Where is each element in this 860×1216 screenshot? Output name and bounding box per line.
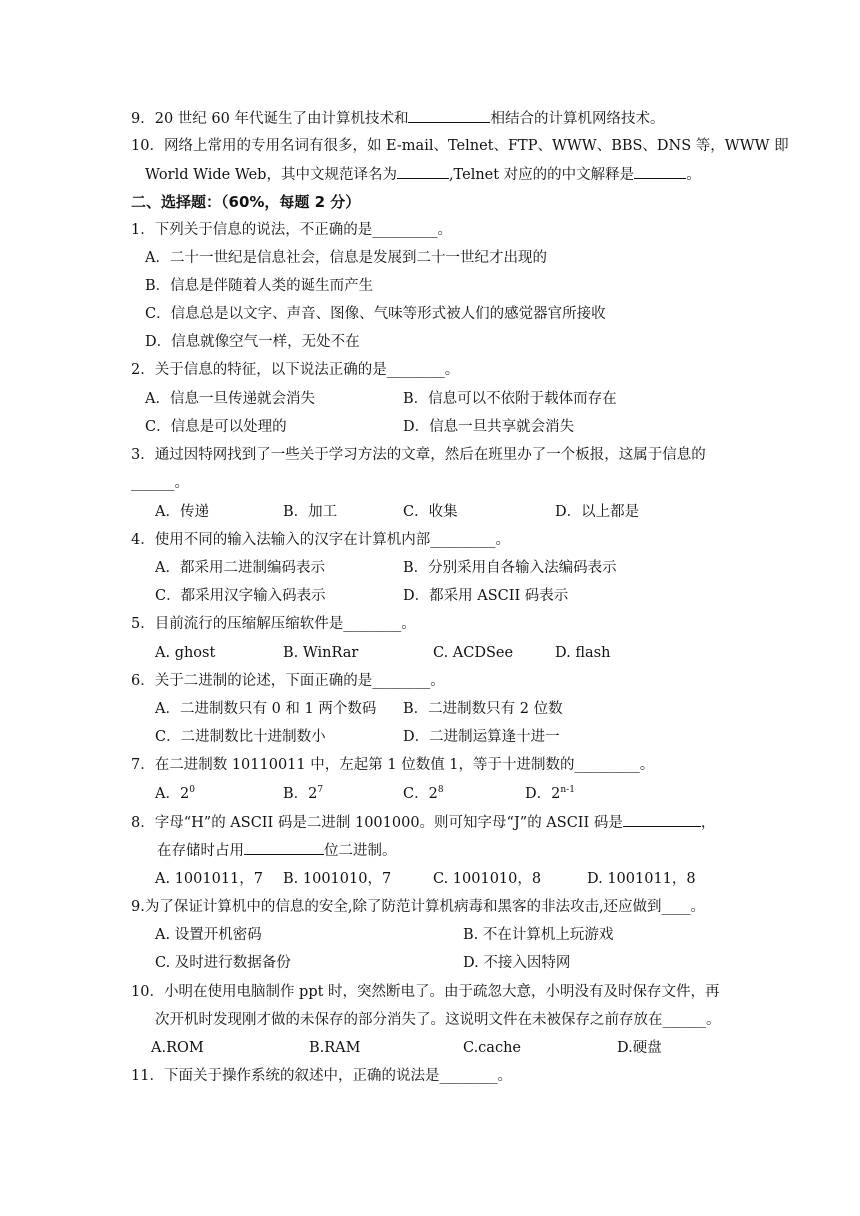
- question-10-option-b: B.RAM: [309, 1040, 361, 1056]
- question-2-stem: 2．关于信息的特征，以下说法正确的是________。: [131, 362, 460, 378]
- answer-blank: [244, 840, 324, 855]
- option-exponent: 8: [437, 785, 444, 795]
- answer-blank: [634, 164, 686, 179]
- question-10-stem: 10．小明在使用电脑制作 ppt 时，突然断电了。由于疏忽大意，小明没有及时保存文件，再: [131, 984, 720, 1000]
- question-3-option-b: B．加工: [283, 504, 338, 520]
- question-8-stem-text-a: 8．字母“H”的 ASCII 码是二进制 1001000。则可知字母“J”的 ASCII 码是: [131, 815, 623, 831]
- question-10-option-d: D.硬盘: [617, 1040, 662, 1056]
- question-8-stem: [131, 812, 715, 833]
- question-10-stem-line2: 次开机时发现刚才做的未保存的部分消失了。这说明文件在未被保存之前存放在______。: [155, 1012, 721, 1028]
- question-2-option-b: B．信息可以不依附于载体而存在: [403, 391, 617, 407]
- question-1-stem: 1．下列关于信息的说法，不正确的是_________。: [131, 222, 452, 238]
- fill-question-9: [131, 108, 664, 129]
- question-1-option-d: D．信息就像空气一样，无处不在: [145, 334, 360, 350]
- fill-question-10-line2: [145, 164, 701, 185]
- question-3-stem-line2: ______。: [131, 475, 189, 491]
- question-6-option-a: A．二进制数只有 0 和 1 两个数码: [155, 701, 377, 717]
- question-2-option-c: C．信息是可以处理的: [145, 419, 287, 435]
- option-exponent: n-1: [560, 785, 575, 795]
- question-9-stem: 9.为了保证计算机中的信息的安全,除了防范计算机病毒和黑客的非法攻击,还应做到____。: [131, 899, 706, 915]
- question-8-option-a: A. 1001011，7: [155, 871, 263, 887]
- question-9-option-d: D. 不接入因特网: [463, 955, 571, 971]
- question-7-option-c: [403, 784, 444, 804]
- question-1-option-c: C．信息总是以文字、声音、图像、气味等形式被人们的感觉器官所接收: [145, 306, 606, 322]
- question-7-option-d: [525, 784, 575, 804]
- question-4-option-c: C．都采用汉字输入码表示: [155, 588, 326, 604]
- question-5-option-b: B. WinRar: [283, 645, 359, 661]
- question-8-stem-line2: [157, 840, 397, 861]
- question-8-option-c: C. 1001010，8: [433, 871, 542, 887]
- option-base: C．2: [403, 786, 438, 802]
- question-10-option-a: A.ROM: [151, 1040, 204, 1056]
- answer-blank: [397, 164, 449, 179]
- question-10-option-c: C.cache: [463, 1040, 521, 1056]
- question-9-option-b: B. 不在计算机上玩游戏: [463, 927, 614, 943]
- question-8-stem2-text-b: 位二进制。: [324, 843, 397, 859]
- question-9-option-c: C. 及时进行数据备份: [155, 955, 291, 971]
- question-6-option-b: B．二进制数只有 2 位数: [403, 701, 563, 717]
- question-7-option-b: [283, 784, 323, 804]
- option-exponent: 0: [189, 785, 195, 795]
- question-7-option-a: [155, 784, 195, 804]
- question-11-stem: 11．下面关于操作系统的叙述中，正确的说法是________。: [131, 1068, 512, 1084]
- question-8-option-d: D. 1001011，8: [587, 871, 696, 887]
- question-8-option-b: B. 1001010，7: [283, 871, 392, 887]
- question-2-option-d: D．信息一旦共享就会消失: [403, 419, 575, 435]
- question-5-option-d: D. flash: [555, 645, 611, 661]
- option-exponent: 7: [317, 785, 324, 795]
- question-9-option-a: A. 设置开机密码: [155, 927, 262, 943]
- answer-blank: [408, 108, 490, 123]
- question-1-option-a: A．二十一世纪是信息社会，信息是发展到二十一世纪才出现的: [145, 250, 547, 266]
- question-6-option-c: C．二进制数比十进制数小: [155, 729, 326, 745]
- section-heading: 二、选择题：（60%，每题 2 分）: [131, 193, 361, 211]
- question-4-option-b: B．分别采用自各输入法编码表示: [403, 560, 617, 576]
- fill-q10-text-c: 。: [686, 167, 701, 183]
- question-4-option-d: D．都采用 ASCII 码表示: [403, 588, 569, 604]
- question-5-stem: 5．目前流行的压缩解压缩软件是________。: [131, 616, 416, 632]
- question-6-stem: 6．关于二进制的论述，下面正确的是________。: [131, 673, 445, 689]
- option-base: B．2: [283, 786, 318, 802]
- question-8-stem-text-b: ，: [700, 815, 716, 831]
- option-base: A．2: [155, 786, 190, 802]
- question-3-option-c: C．收集: [403, 504, 458, 520]
- fill-q10-text-a: World Wide Web，其中文规范译名为: [145, 167, 397, 183]
- question-5-option-a: A. ghost: [155, 645, 216, 661]
- option-base: D．2: [525, 786, 561, 802]
- question-2-option-a: A．信息一旦传递就会消失: [145, 391, 315, 407]
- fill-q9-text-a: 9．20 世纪 60 年代诞生了由计算机技术和: [131, 111, 409, 127]
- fill-question-10-line1: 10．网络上常用的专用名词有很多，如 E-mail、Telnet、FTP、WWW、BBS、DNS 等，WWW 即: [131, 138, 789, 154]
- question-4-option-a: A．都采用二进制编码表示: [155, 560, 325, 576]
- question-3-option-a: A．传递: [155, 504, 209, 520]
- question-6-option-d: D．二进制运算逢十进一: [403, 729, 560, 745]
- question-8-stem2-text-a: 在存储时占用: [157, 843, 244, 859]
- question-5-option-c: C. ACDSee: [433, 645, 514, 661]
- fill-q9-text-b: 相结合的计算机网络技术。: [490, 111, 665, 127]
- question-4-stem: 4．使用不同的输入法输入的汉字在计算机内部_________。: [131, 532, 510, 548]
- question-7-stem: 7．在二进制数 10110011 中，左起第 1 位数值 1，等于十进制数的_________。: [131, 757, 655, 773]
- question-1-option-b: B．信息是伴随着人类的诞生而产生: [145, 278, 374, 294]
- question-3-stem: 3．通过因特网找到了一些关于学习方法的文章，然后在班里办了一个板报，这属于信息的: [131, 447, 706, 463]
- question-3-option-d: D．以上都是: [555, 504, 640, 520]
- fill-q10-text-b: ,Telnet 对应的的中文解释是: [448, 167, 635, 183]
- answer-blank: [623, 812, 701, 827]
